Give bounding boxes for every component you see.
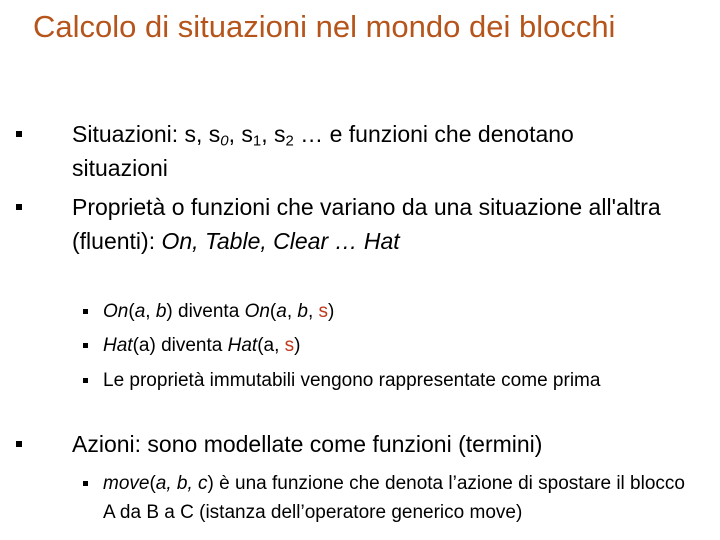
slide-title: Calcolo di situazioni nel mondo dei blocchi <box>33 9 616 44</box>
bullet-square-icon <box>16 441 22 447</box>
bullet-square-icon <box>83 378 88 383</box>
bullet-square-icon <box>83 343 88 348</box>
bullet-square-icon <box>83 481 88 486</box>
situation-s: s <box>284 335 295 356</box>
bullet-square-icon <box>83 309 88 314</box>
bullet-actions: Azioni: sono modellate come funzioni (termini) <box>72 427 672 461</box>
subbullet-immutable: Le proprietà immutabili vengono rappresentate come prima <box>103 366 693 395</box>
subbullet-hat: Hat(a) diventa Hat(a, s) <box>103 331 693 360</box>
bullet-square-icon <box>16 204 22 210</box>
subbullet-move: move(a, b, c) è una funzione che denota l’azione di spostare il blocco A da B a C (istanza dell’operatore generico move) <box>103 469 693 527</box>
subbullet-on: On(a, b) diventa On(a, b, s) <box>103 297 693 326</box>
bullet-fluents: Proprietà o funzioni che variano da una situazione all'altra (fluenti): On, Table, Clear … Hat <box>72 190 672 258</box>
bullet-square-icon <box>16 131 22 137</box>
situation-s: s <box>318 301 329 322</box>
bullet-situations: Situazioni: s, $s_0$, $s_1$, $s_2$ … e funzioni che denotano situazioni <box>72 117 672 185</box>
